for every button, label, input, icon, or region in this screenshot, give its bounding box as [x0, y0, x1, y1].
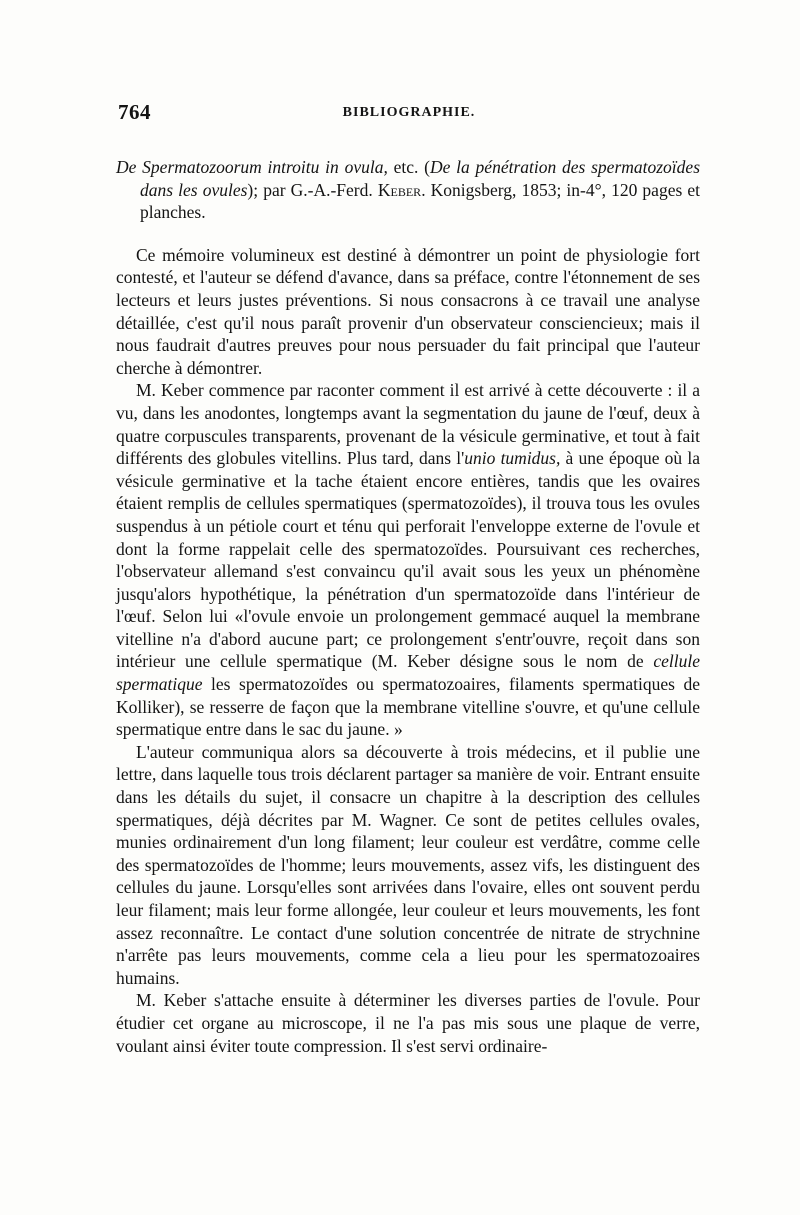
- paragraph-2-part-1: M. Keber commence par raconter comment il est arrivé à cette découverte : il a vu, dans les anodontes, longtemps avant la segmentation du jaune de l'œuf, deux à quatre corpuscules transparents, provenant de la vésicule germinative, et tout à fait différents des globules vitellins. Plus tard, dans l': [116, 380, 700, 469]
- entry-latin-title: De Spermatozoorum introitu in ovula,: [116, 157, 388, 177]
- entry-publication: . Konigsberg, 1853; in-4°, 120 pages et planches.: [140, 179, 700, 223]
- paragraph-3: L'auteur communiqua alors sa découverte à trois médecins, et il publie une lettre, dans laquelle tous trois déclarent partager sa manière de voir. Entrant ensuite dans les détails du sujet, il consacre un chapitre à la description des cellules spermatiques, déjà décrites par M. Wagner. Ce sont de petites cellules ovales, munies ordinairement d'un long filament; leur couleur est verdâtre, comme celle des spermatozoïdes de l'homme; leurs mouvements, assez vifs, les distinguent des cellules du jaune. Lorsqu'elles sont arrivées dans l'ovaire, elles ont souvent perdu leur filament; mais leur forme allongée, leur couleur et leurs mouvements, les font assez reconnaître. Le contact d'une solution concentrée de nitrate de strychnine n'arrête pas leurs mouvements, comme cela a lieu pour les spermatozoaires humains.: [116, 741, 700, 988]
- paragraph-2-italic-2: cellule spermatique: [116, 651, 700, 695]
- running-title: BIBLIOGRAPHIE.: [342, 105, 476, 120]
- paragraph-4: M. Keber s'attache ensuite à déterminer les diverses parties de l'ovule. Pour étudier cet organe au microscope, il ne l'a pas mis sous une plaque de verre, voulant ainsi éviter toute compression. Il s'est servi ordinaire-: [116, 990, 700, 1056]
- paragraph-1: Ce mémoire volumineux est destiné à démontrer un point de physiologie fort contesté, et l'auteur se défend d'avance, dans sa préface, contre l'étonnement de ses lecteurs et leurs justes préventions. Si nous consacrons à ce travail une analyse détaillée, c'est qu'il nous paraît provenir d'un observateur consciencieux; mais il nous faudrait d'autres preuves pour nous persuader du fait principal que l'auteur cherche à démontrer.: [116, 244, 700, 378]
- entry-etc: etc. (: [387, 157, 430, 177]
- page-body: [116, 156, 700, 1057]
- entry-author: Keber: [377, 179, 422, 200]
- paragraph-2-italic-1: unio tumidus,: [464, 448, 561, 469]
- page-number: 764: [118, 100, 151, 124]
- entry-french-title: De la pénétration des spermatozoïdes dans les ovules: [140, 157, 700, 200]
- bibliographic-entry: [116, 156, 700, 224]
- paragraph-2: [116, 379, 700, 741]
- paragraph-2-part-3: les spermatozoïdes ou spermatozoaires, filaments spermatiques de Kolliker), se resserre de façon que la membrane vitelline s'ouvre, et qu'une cellule spermatique entre dans le sac du jaune. »: [116, 674, 700, 740]
- entry-after-title: ); par G.-A.-Ferd.: [247, 179, 378, 200]
- page-header: [118, 100, 700, 130]
- paragraph-2-part-2: à une époque où la vésicule germinative et la tache étaient encore entières, tandis que les ovaires étaient remplis de cellules spermatiques (spermatozoïdes), il trouva tous les ovules suspendus à un pétiole court et ténu qui perforait l'enveloppe externe de l'ovule et dont la forme rappelait celle des spermatozoïdes. Poursuivant ces recherches, l'observateur allemand s'est convaincu qu'il avait sous les yeux un phénomène jusqu'alors hypothétique, la pénétration d'un spermatozoïde dans l'intérieur de l'œuf. Selon lui «l'ovule envoie un prolongement gemmacé auquel la membrane vitelline n'a d'abord aucune part; ce prolongement s'entr'ouvre, reçoit dans son intérieur une cellule spermatique (M. Keber désigne sous le nom de: [116, 448, 700, 672]
